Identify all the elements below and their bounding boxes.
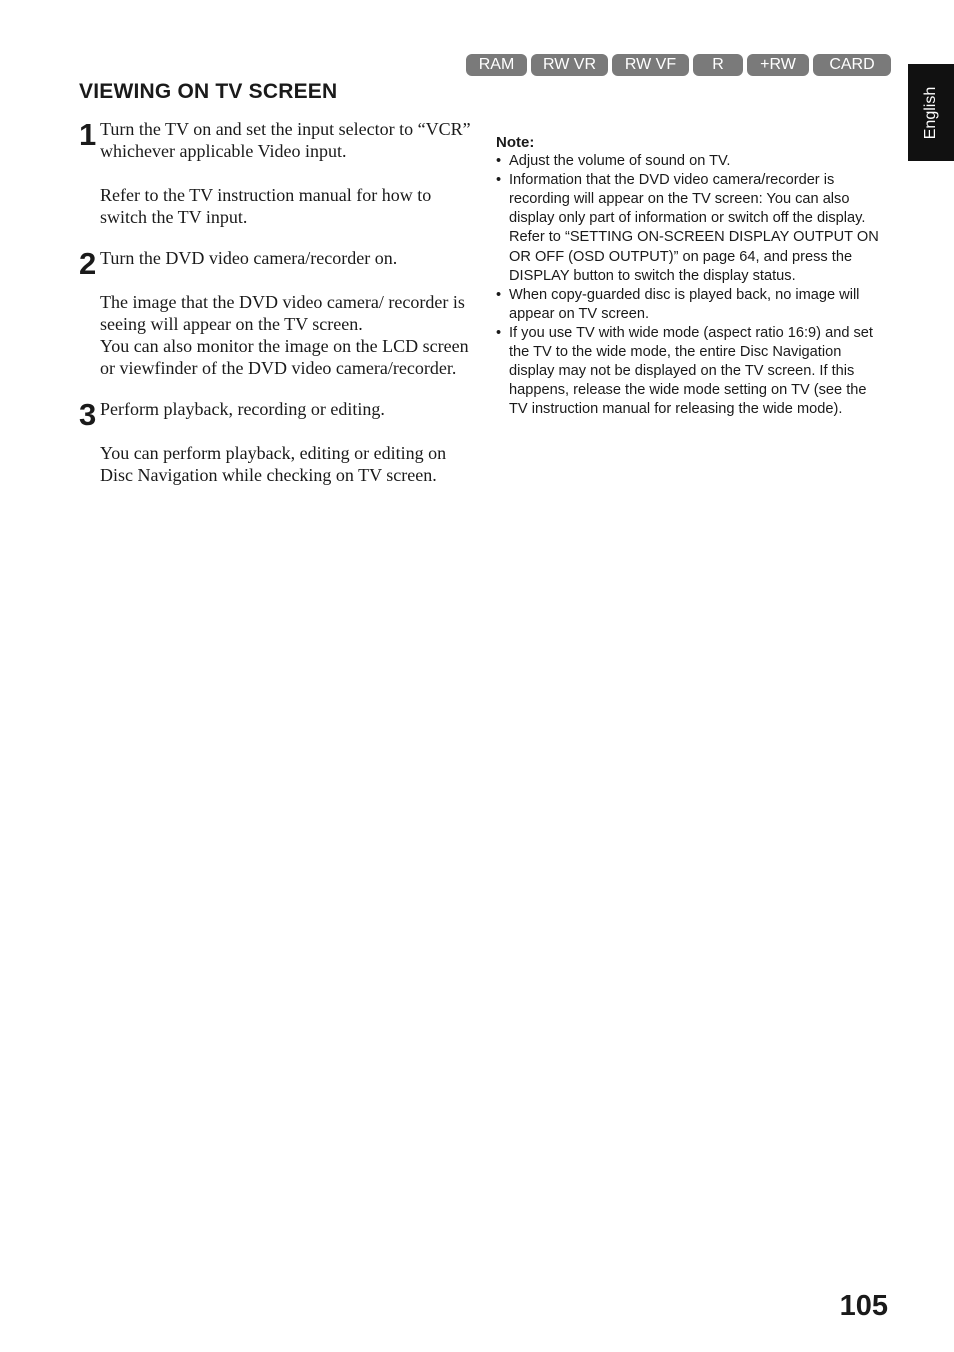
- step-detail: You can also monitor the image on the LCD screen or viewfinder of the DVD video camera/recorder.: [100, 336, 469, 378]
- badge-r: R: [693, 54, 743, 76]
- step-detail: Refer to the TV instruction manual for how to switch the TV input.: [100, 185, 432, 227]
- note-item: • Information that the DVD video camera/recorder is recording will appear on the TV screen: You can also display only part of information or switch off the display. Refer to “SETTING ON-SCREEN DISPLAY OUTPUT ON OR OFF (OSD OUTPUT)” on page 64, and press the DISPLAY button to switch the display status.: [496, 171, 888, 286]
- note-item: • If you use TV with wide mode (aspect ratio 16:9) and set the TV to the wide mode, the entire Disc Navigation display may not be displayed on the TV screen. If this happens, release the wide mode setting on TV (see the TV instruction manual for releasing the wide mode).: [496, 324, 888, 419]
- page-number: 105: [839, 1290, 888, 1322]
- step-number: 3: [79, 397, 97, 432]
- step-detail: The image that the DVD video camera/ recorder is seeing will appear on the TV screen.: [100, 292, 465, 334]
- badge-rw-vr: RW VR: [531, 54, 608, 76]
- step-3: [79, 398, 471, 486]
- badge-plus-rw: +RW: [747, 54, 809, 76]
- language-label: English: [922, 86, 940, 139]
- badge-rw-vf: RW VF: [612, 54, 689, 76]
- steps-list: [79, 118, 471, 505]
- page-title: VIEWING ON TV SCREEN: [79, 80, 338, 103]
- note-item: • Adjust the volume of sound on TV.: [496, 152, 888, 171]
- step-instruction: Turn the DVD video camera/recorder on.: [100, 248, 398, 268]
- step-instruction: Perform playback, recording or editing.: [100, 399, 385, 419]
- step-number: 2: [79, 246, 97, 281]
- note-label: Note:: [496, 134, 535, 151]
- step-number: 1: [79, 117, 97, 152]
- language-tab: [908, 64, 954, 161]
- step-instruction: Turn the TV on and set the input selector to “VCR” whichever applicable Video input.: [100, 119, 471, 161]
- badge-ram: RAM: [466, 54, 527, 76]
- badge-card: CARD: [813, 54, 891, 76]
- step-1: [79, 118, 471, 228]
- note-item: • When copy-guarded disc is played back, no image will appear on TV screen.: [496, 286, 888, 324]
- step-detail: You can perform playback, editing or editing on Disc Navigation while checking on TV screen.: [100, 443, 447, 485]
- note-list: [496, 152, 888, 419]
- media-badges: [466, 54, 891, 76]
- note-section: [496, 133, 888, 419]
- step-2: [79, 247, 471, 379]
